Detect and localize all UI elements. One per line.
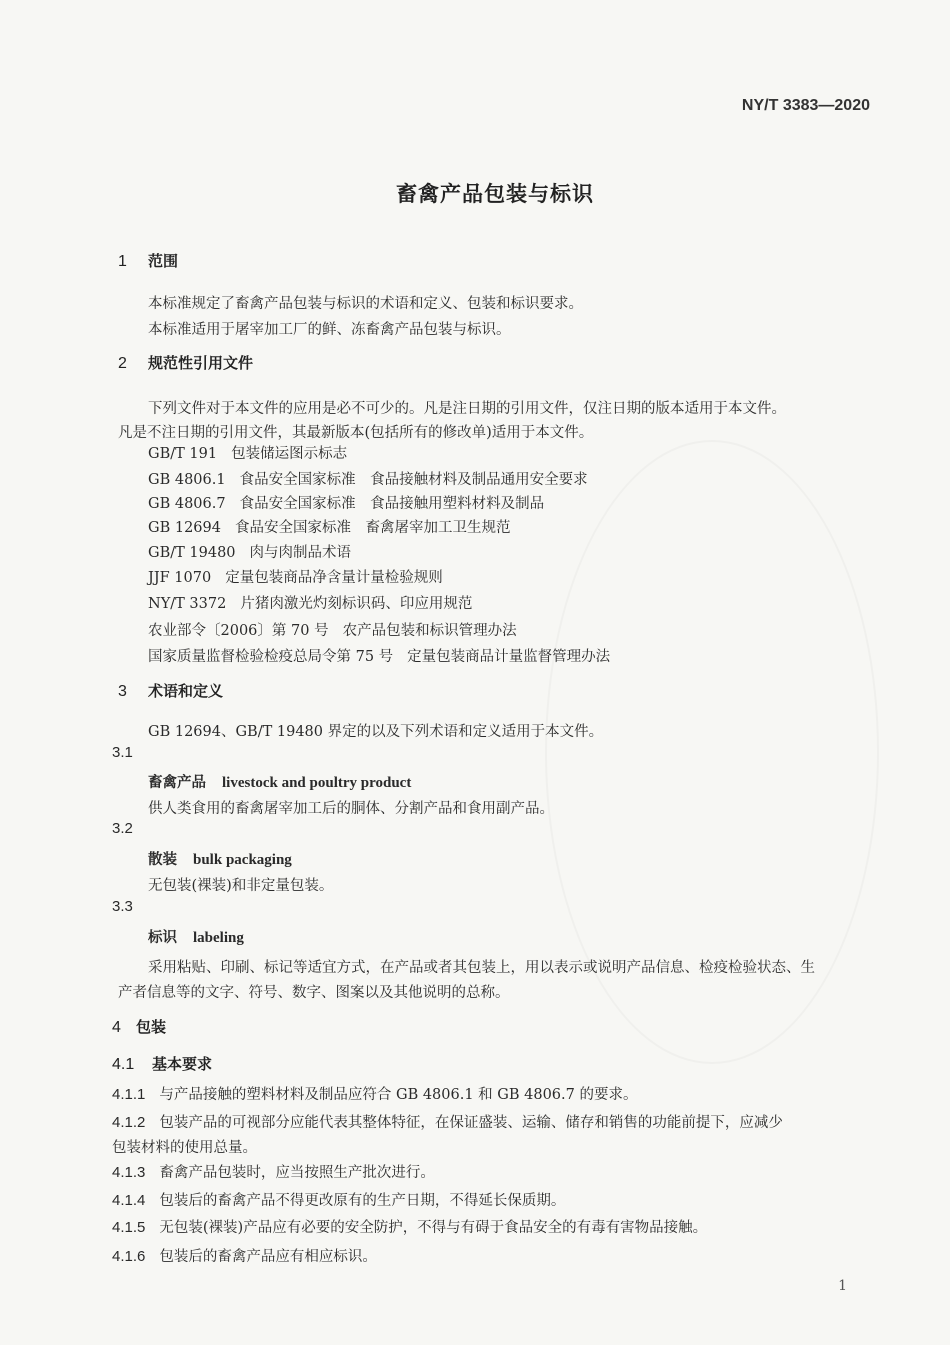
term-number: 3.2 bbox=[112, 820, 133, 837]
section-title: 包装 bbox=[136, 1018, 167, 1036]
reference-item bbox=[148, 442, 347, 463]
page-number: 1 bbox=[838, 1278, 847, 1294]
subsection-number: 4.1 bbox=[112, 1056, 135, 1073]
reference-title: 食品安全国家标准 食品接触用塑料材料及制品 bbox=[239, 496, 545, 512]
section-1-heading bbox=[118, 250, 178, 271]
term-heading bbox=[148, 848, 292, 869]
section-number: 4 bbox=[112, 1019, 121, 1036]
subsection-title: 基本要求 bbox=[152, 1055, 213, 1073]
term-heading bbox=[148, 771, 411, 792]
document-title: 畜禽产品包装与标识 bbox=[396, 182, 594, 206]
clause-text: 与产品接触的塑料材料及制品应符合 GB 4806.1 和 GB 4806.7 的要求。 bbox=[159, 1087, 638, 1103]
clause-number: 4.1.5 bbox=[112, 1219, 146, 1236]
section-title: 范围 bbox=[148, 252, 179, 270]
reference-title: 包装储运图示标志 bbox=[231, 446, 348, 462]
clause bbox=[112, 1189, 565, 1210]
clause-text: 包装后的畜禽产品应有相应标识。 bbox=[159, 1249, 377, 1265]
clause-continuation: 包装材料的使用总量。 bbox=[112, 1140, 257, 1156]
standard-code: NY/T 3383—2020 bbox=[741, 97, 870, 114]
reference-item bbox=[148, 541, 351, 562]
reference-title: 肉与肉制品术语 bbox=[249, 545, 352, 561]
clause-text: 无包装(裸装)产品应有必要的安全防护，不得与有碍于食品安全的有毒有害物品接触。 bbox=[159, 1220, 708, 1236]
clause-number: 4.1.1 bbox=[112, 1086, 146, 1103]
paragraph: 凡是不注日期的引用文件，其最新版本(包括所有的修改单)适用于本文件。 bbox=[118, 425, 594, 441]
paragraph: GB 12694、GB/T 19480 界定的以及下列术语和定义适用于本文件。 bbox=[148, 724, 604, 740]
clause bbox=[112, 1083, 637, 1104]
paragraph: 下列文件对于本文件的应用是必不可少的。凡是注日期的引用文件，仅注日期的版本适用于本文件。 bbox=[148, 401, 786, 417]
clause bbox=[112, 1245, 377, 1266]
reference-item bbox=[148, 566, 443, 587]
reference-item bbox=[148, 492, 544, 513]
reference-code: 国家质量监督检验检疫总局令第 75 号 bbox=[148, 649, 394, 665]
reference-title: 农产品包装和标识管理办法 bbox=[342, 623, 517, 639]
clause-text: 包装产品的可视部分应能代表其整体特征，在保证盛装、运输、储存和销售的功能前提下，应减少 bbox=[159, 1115, 783, 1131]
subsection-heading bbox=[112, 1053, 212, 1074]
clause bbox=[112, 1216, 707, 1237]
reference-code: GB 4806.1 bbox=[148, 472, 226, 488]
reference-item bbox=[148, 645, 610, 666]
reference-code: GB/T 191 bbox=[148, 446, 218, 462]
section-4-heading bbox=[112, 1016, 166, 1037]
clause bbox=[112, 1111, 783, 1132]
term-definition: 无包装(裸装)和非定量包装。 bbox=[148, 878, 334, 894]
term-number: 3.3 bbox=[112, 898, 133, 915]
term-chinese: 畜禽产品 bbox=[148, 775, 206, 791]
reference-title: 食品安全国家标准 畜禽屠宰加工卫生规范 bbox=[234, 520, 511, 536]
clause-number: 4.1.6 bbox=[112, 1248, 146, 1265]
term-chinese: 散装 bbox=[148, 852, 177, 868]
clause-number: 4.1.4 bbox=[112, 1192, 146, 1209]
clause-text: 畜禽产品包装时，应当按照生产批次进行。 bbox=[159, 1165, 435, 1181]
reference-item bbox=[148, 619, 517, 640]
clause-text: 包装后的畜禽产品不得更改原有的生产日期，不得延长保质期。 bbox=[159, 1193, 566, 1209]
reference-item bbox=[148, 516, 510, 537]
clause-number: 4.1.3 bbox=[112, 1164, 146, 1181]
reference-code: GB/T 19480 bbox=[148, 545, 236, 561]
section-title: 术语和定义 bbox=[148, 682, 224, 700]
term-definition: 采用粘贴、印刷、标记等适宜方式，在产品或者其包装上，用以表示或说明产品信息、检疫检验状态、生 bbox=[148, 960, 815, 976]
reference-title: 定量包装商品计量监督管理办法 bbox=[407, 649, 611, 665]
clause bbox=[112, 1161, 435, 1182]
section-2-heading bbox=[118, 352, 253, 373]
reference-title: 食品安全国家标准 食品接触材料及制品通用安全要求 bbox=[239, 472, 588, 488]
section-3-heading bbox=[118, 680, 223, 701]
term-definition: 产者信息等的文字、符号、数字、图案以及其他说明的总称。 bbox=[118, 985, 510, 1001]
term-number: 3.1 bbox=[112, 744, 133, 761]
term-chinese: 标识 bbox=[148, 930, 177, 946]
reference-code: GB 4806.7 bbox=[148, 496, 226, 512]
reference-code: JJF 1070 bbox=[148, 570, 212, 586]
reference-item bbox=[148, 592, 472, 613]
term-english: livestock and poultry product bbox=[222, 775, 412, 791]
reference-code: 农业部令〔2006〕第 70 号 bbox=[148, 623, 329, 639]
reference-code: NY/T 3372 bbox=[148, 596, 227, 612]
term-english: bulk packaging bbox=[193, 852, 292, 868]
section-number: 2 bbox=[118, 355, 127, 372]
term-english: labeling bbox=[193, 930, 244, 946]
section-number: 1 bbox=[118, 253, 127, 270]
section-title: 规范性引用文件 bbox=[148, 354, 254, 372]
section-number: 3 bbox=[118, 683, 127, 700]
term-definition: 供人类食用的畜禽屠宰加工后的胴体、分割产品和食用副产品。 bbox=[148, 801, 554, 817]
paragraph: 本标准规定了畜禽产品包装与标识的术语和定义、包装和标识要求。 bbox=[148, 296, 583, 312]
term-heading bbox=[148, 926, 244, 947]
paragraph: 本标准适用于屠宰加工厂的鲜、冻畜禽产品包装与标识。 bbox=[148, 322, 511, 338]
reference-title: 片猪肉激光灼刻标识码、印应用规范 bbox=[240, 596, 473, 612]
reference-title: 定量包装商品净含量计量检验规则 bbox=[225, 570, 443, 586]
clause-number: 4.1.2 bbox=[112, 1114, 146, 1131]
reference-item bbox=[148, 468, 588, 489]
reference-code: GB 12694 bbox=[148, 520, 221, 536]
